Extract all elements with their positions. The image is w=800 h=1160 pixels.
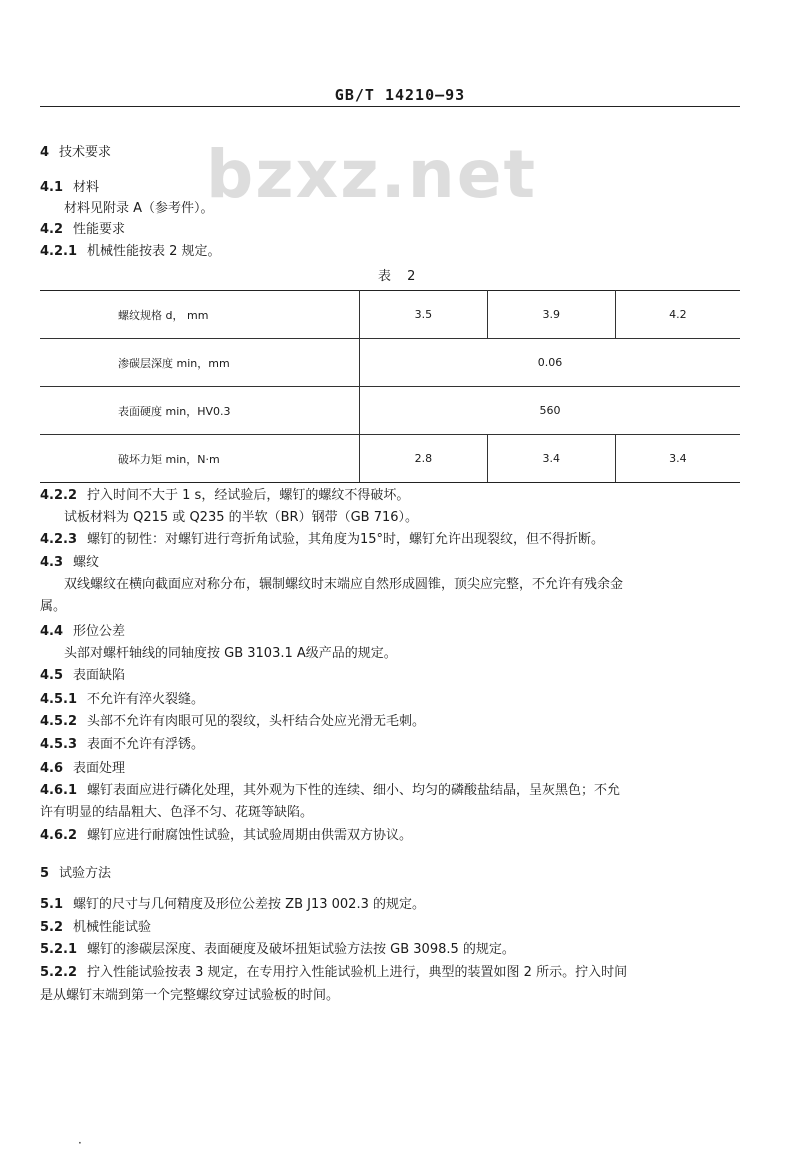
section-5-heading bbox=[40, 866, 111, 882]
section-4-1-heading bbox=[40, 180, 99, 196]
section-4-3-heading bbox=[40, 555, 99, 571]
section-title: 螺纹 bbox=[73, 555, 100, 570]
section-4-6-1-cont: 许有明显的结晶粗大、色泽不匀、花斑等缺陷。 bbox=[40, 805, 314, 820]
section-number: 4.2 bbox=[40, 222, 64, 237]
section-number: 4.4 bbox=[40, 624, 64, 639]
section-number: 5 bbox=[40, 866, 50, 881]
row-label: 表面硬度 min，HV0.3 bbox=[40, 387, 360, 435]
section-number: 4.6 bbox=[40, 761, 64, 776]
section-4-4-heading bbox=[40, 624, 125, 640]
paragraph-text: 螺钉的韧性：对螺钉进行弯折角试验，其角度为15°时，螺钉允许出现裂纹，但不得折断。 bbox=[87, 532, 605, 547]
section-4-6-1 bbox=[40, 783, 620, 799]
table-caption: 表 2 bbox=[378, 269, 422, 284]
section-title: 材料 bbox=[73, 180, 100, 195]
section-4-2-1 bbox=[40, 244, 221, 260]
section-title: 性能要求 bbox=[73, 222, 126, 237]
paragraph-text: 螺钉应进行耐腐蚀性试验，其试验周期由供需双方协议。 bbox=[87, 828, 413, 843]
table-cell-merged: 560 bbox=[360, 387, 741, 435]
section-4-2-2-cont: 试板材料为 Q215 或 Q235 的半软（BR）钢带（GB 716）。 bbox=[64, 510, 419, 525]
section-4-3-cont: 属。 bbox=[40, 599, 67, 614]
section-4-2-heading bbox=[40, 222, 125, 238]
section-5-2-2 bbox=[40, 965, 627, 981]
watermark: bzxz.net bbox=[206, 136, 538, 213]
section-number: 4.2.1 bbox=[40, 244, 78, 259]
section-title: 技术要求 bbox=[59, 145, 112, 160]
header-rule bbox=[40, 106, 740, 107]
section-4-heading bbox=[40, 145, 111, 161]
section-title: 表面处理 bbox=[73, 761, 126, 776]
section-5-2-1 bbox=[40, 942, 515, 958]
paragraph-text: 不允许有淬火裂缝。 bbox=[87, 692, 205, 707]
footer-mark: · bbox=[78, 1136, 82, 1150]
section-4-4-text: 头部对螺杆轴线的同轴度按 GB 3103.1 A级产品的规定。 bbox=[64, 646, 397, 661]
section-number: 4.5.3 bbox=[40, 737, 78, 752]
table-cell: 3.4 bbox=[615, 435, 740, 483]
paragraph-text: 螺钉表面应进行磷化处理，其外观为下性的连续、细小、均匀的磷酸盐结晶，呈灰黑色；不允 bbox=[87, 783, 621, 798]
section-number: 4.6.2 bbox=[40, 828, 78, 843]
paragraph-text: 表面不允许有浮锈。 bbox=[87, 737, 205, 752]
section-number: 4.1 bbox=[40, 180, 64, 195]
section-title: 试验方法 bbox=[59, 866, 112, 881]
table-row bbox=[40, 291, 740, 339]
section-number: 4.5 bbox=[40, 668, 64, 683]
section-4-6-heading bbox=[40, 761, 125, 777]
paragraph-text: 螺钉的尺寸与几何精度及形位公差按 ZB J13 002.3 的规定。 bbox=[73, 897, 425, 912]
row-label: 渗碳层深度 min，mm bbox=[40, 339, 360, 387]
section-number: 5.1 bbox=[40, 897, 64, 912]
section-number: 4.5.1 bbox=[40, 692, 78, 707]
table-row bbox=[40, 435, 740, 483]
table-row bbox=[40, 387, 740, 435]
row-label: 破坏力矩 min，N·m bbox=[40, 435, 360, 483]
section-4-5-heading bbox=[40, 668, 125, 684]
section-number: 5.2.2 bbox=[40, 965, 78, 980]
section-4-5-2 bbox=[40, 714, 425, 730]
section-5-2-2-cont: 是从螺钉末端到第一个完整螺纹穿过试验板的时间。 bbox=[40, 988, 340, 1003]
table-cell: 2.8 bbox=[360, 435, 488, 483]
section-number: 5.2.1 bbox=[40, 942, 78, 957]
section-number: 4.3 bbox=[40, 555, 64, 570]
section-title: 表面缺陷 bbox=[73, 668, 126, 683]
section-4-3-text: 双线螺纹在横向截面应对称分布，辗制螺纹时末端应自然形成圆锥，顶尖应完整，不允许有残余金 bbox=[64, 577, 624, 592]
section-4-2-3 bbox=[40, 532, 604, 548]
table-cell: 3.5 bbox=[360, 291, 488, 339]
paragraph-text: 机械性能按表 2 规定。 bbox=[87, 244, 221, 259]
paragraph-text: 头部不允许有肉眼可见的裂纹，头杆结合处应光滑无毛刺。 bbox=[87, 714, 426, 729]
section-number: 5.2 bbox=[40, 920, 64, 935]
section-title: 机械性能试验 bbox=[73, 920, 152, 935]
row-label: 螺纹规格 d， mm bbox=[40, 291, 360, 339]
section-5-1 bbox=[40, 897, 425, 913]
section-number: 4.2.3 bbox=[40, 532, 78, 547]
section-title: 形位公差 bbox=[73, 624, 126, 639]
section-number: 4.5.2 bbox=[40, 714, 78, 729]
section-number: 4.2.2 bbox=[40, 488, 78, 503]
section-4-5-1 bbox=[40, 692, 204, 708]
section-4-5-3 bbox=[40, 737, 204, 753]
paragraph-text: 螺钉的渗碳层深度、表面硬度及破坏扭矩试验方法按 GB 3098.5 的规定。 bbox=[87, 942, 515, 957]
section-4-1-text: 材料见附录 A（参考件）。 bbox=[64, 201, 214, 216]
table-cell: 4.2 bbox=[615, 291, 740, 339]
paragraph-text: 拧入性能试验按表 3 规定，在专用拧入性能试验机上进行，典型的装置如图 2 所示。拧入时间 bbox=[87, 965, 628, 980]
page-header: GB/T 14210—93 bbox=[334, 86, 466, 104]
section-number: 4.6.1 bbox=[40, 783, 78, 798]
table-cell: 3.9 bbox=[487, 291, 615, 339]
section-5-2-heading bbox=[40, 920, 151, 936]
table-cell: 3.4 bbox=[487, 435, 615, 483]
section-4-6-2 bbox=[40, 828, 412, 844]
table-row bbox=[40, 339, 740, 387]
paragraph-text: 拧入时间不大于 1 s，经试验后，螺钉的螺纹不得破坏。 bbox=[87, 488, 410, 503]
table-cell-merged: 0.06 bbox=[360, 339, 741, 387]
table-2 bbox=[40, 290, 740, 483]
section-4-2-2 bbox=[40, 488, 409, 504]
section-number: 4 bbox=[40, 145, 50, 160]
